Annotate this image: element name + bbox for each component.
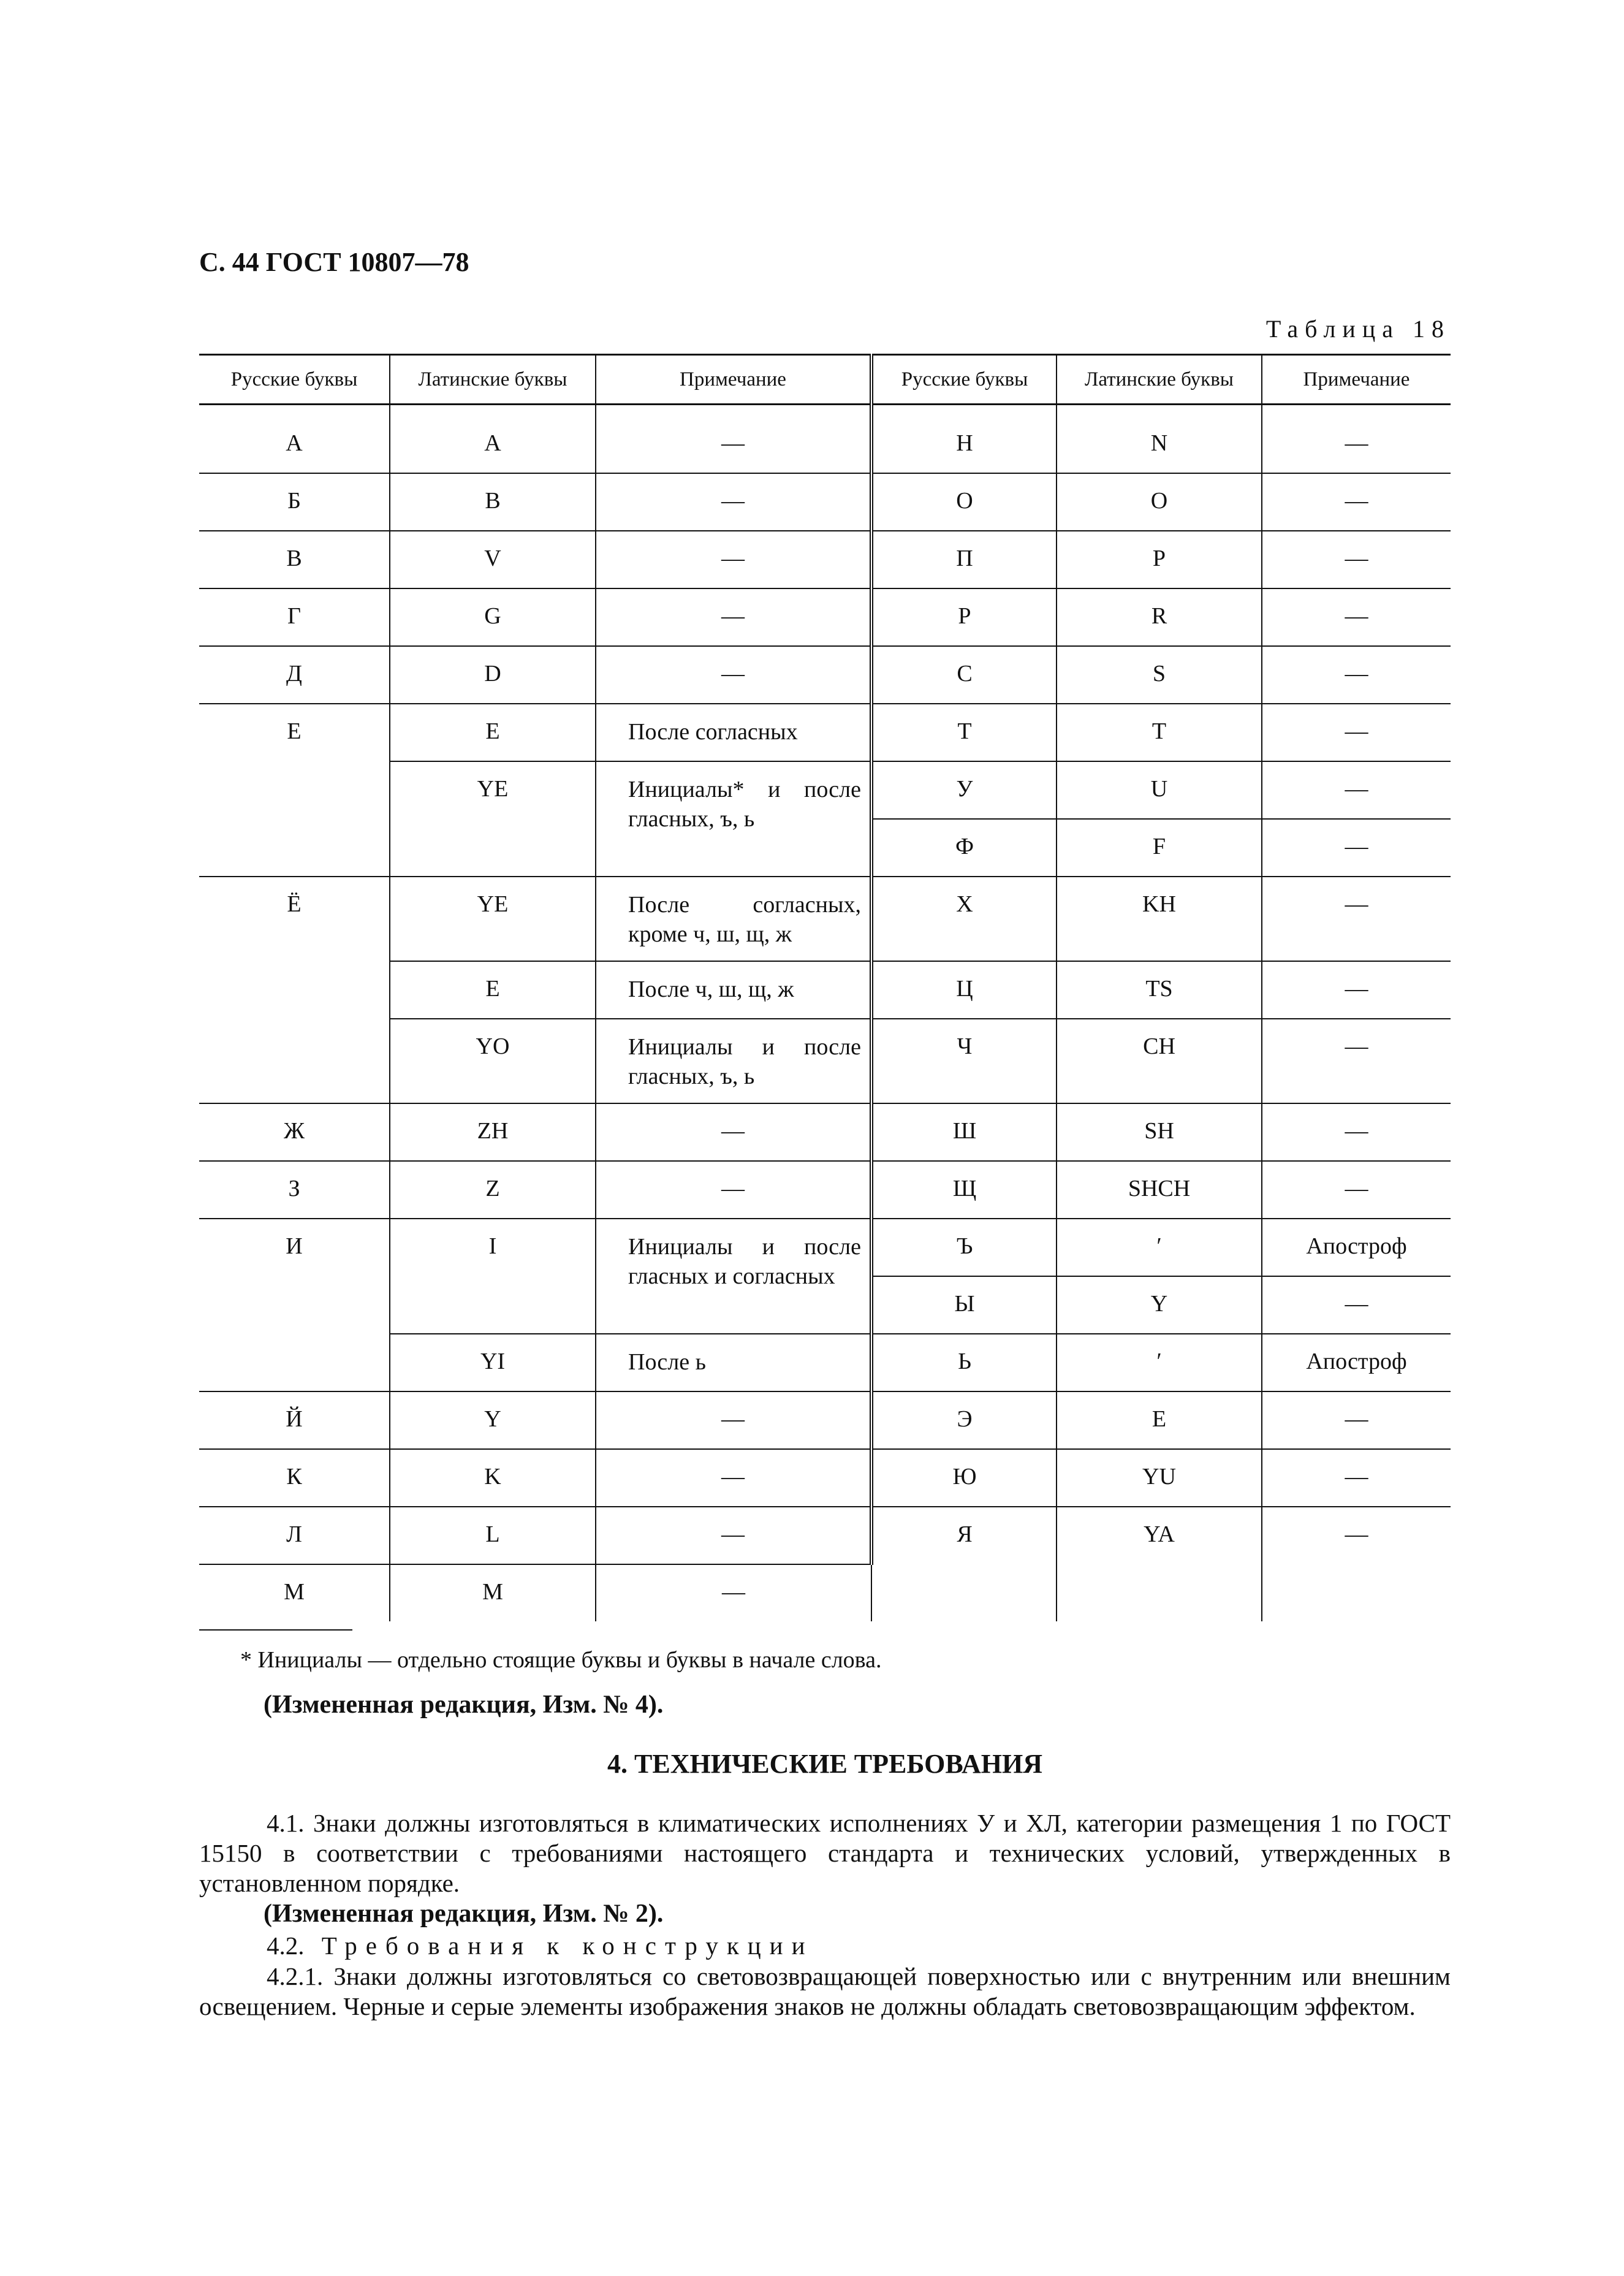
cell-latin: YA	[1057, 1507, 1262, 1621]
cell-russian: Ы	[871, 1276, 1057, 1334]
col-header-russian: Русские буквы	[871, 355, 1057, 405]
cell-note: —	[1262, 877, 1451, 961]
cell-russian: Ю	[871, 1449, 1057, 1507]
cell-note: —	[1262, 1161, 1451, 1219]
cell-latin: А	[390, 405, 596, 474]
cell-note: Апостроф	[1262, 1334, 1451, 1391]
cell-note: —	[1262, 761, 1451, 819]
cell-note: После ч, ш, щ, ж	[596, 961, 871, 1019]
cell-note: —	[596, 1161, 871, 1219]
table-row	[199, 877, 1451, 961]
cell-note: —	[1262, 961, 1451, 1019]
table-caption: Таблица 18	[1265, 315, 1451, 343]
cell-note: —	[596, 646, 871, 704]
cell-latin: Y	[1057, 1276, 1262, 1334]
cell-russian: Л	[199, 1507, 390, 1564]
cell-note: —	[1262, 704, 1451, 761]
cell-note: После согласных, кроме ч, ш, щ, ж	[596, 877, 871, 961]
table-row	[199, 588, 1451, 646]
col-header-latin: Латинские буквы	[390, 355, 596, 405]
cell-latin: Y	[390, 1391, 596, 1449]
cell-note: После ь	[596, 1334, 871, 1391]
cell-latin: YI	[390, 1334, 596, 1391]
cell-note: —	[1262, 531, 1451, 588]
col-header-note: Примечание	[1262, 355, 1451, 405]
cell-latin: R	[1057, 588, 1262, 646]
cell-latin: K	[390, 1449, 596, 1507]
cell-russian: Х	[871, 877, 1057, 961]
cell-latin: В	[390, 473, 596, 531]
cell-note: —	[596, 531, 871, 588]
col-header-latin: Латинские буквы	[1057, 355, 1262, 405]
paragraph-4-2-heading	[267, 1931, 814, 1960]
cell-latin: YU	[1057, 1449, 1262, 1507]
cell-latin: E	[1057, 1391, 1262, 1449]
table-row	[199, 1219, 1451, 1276]
cell-note: —	[1262, 473, 1451, 531]
cell-note: —	[1262, 405, 1451, 474]
cell-russian: Д	[199, 646, 390, 704]
cell-russian: С	[871, 646, 1057, 704]
cell-russian: В	[199, 531, 390, 588]
cell-note: —	[1262, 1276, 1451, 1334]
cell-latin: O	[1057, 473, 1262, 531]
table-row	[199, 1449, 1451, 1507]
cell-latin: F	[1057, 819, 1262, 877]
cell-note: —	[1262, 646, 1451, 704]
cell-russian: Й	[199, 1391, 390, 1449]
cell-russian: Ё	[199, 877, 390, 1103]
cell-latin: YE	[390, 877, 596, 961]
cell-russian: Р	[871, 588, 1057, 646]
cell-note: —	[596, 1391, 871, 1449]
cell-latin: ′	[1057, 1219, 1262, 1276]
cell-russian: И	[199, 1219, 390, 1391]
table-row	[199, 1507, 1451, 1564]
cell-russian: А	[199, 405, 390, 474]
cell-latin: SH	[1057, 1103, 1262, 1161]
cell-note: —	[1262, 588, 1451, 646]
cell-russian: У	[871, 761, 1057, 819]
table-row	[199, 531, 1451, 588]
cell-russian: М	[199, 1564, 390, 1621]
cell-latin: S	[1057, 646, 1262, 704]
cell-latin: ZH	[390, 1103, 596, 1161]
table-row	[199, 1161, 1451, 1219]
paragraph-4-2-1: 4.2.1. Знаки должны изготовляться со световозвращающей поверхностью или с внутренним или внешним освещением. Черные и серые элементы изображения знаков не должны обладать световозвращающим эффектом.	[199, 1962, 1451, 2020]
cell-russian: П	[871, 531, 1057, 588]
cell-russian: Г	[199, 588, 390, 646]
cell-latin: TS	[1057, 961, 1262, 1019]
section-title: 4. ТЕХНИЧЕСКИЕ ТРЕБОВАНИЯ	[607, 1749, 1042, 1779]
cell-russian: Ь	[871, 1334, 1057, 1391]
cell-russian: Ц	[871, 961, 1057, 1019]
cell-note: —	[596, 588, 871, 646]
cell-note: —	[596, 1507, 871, 1564]
cell-russian: Б	[199, 473, 390, 531]
cell-latin: YO	[390, 1019, 596, 1103]
cell-note: —	[1262, 1019, 1451, 1103]
cell-note: —	[1262, 819, 1451, 877]
page-header: С. 44 ГОСТ 10807—78	[199, 247, 469, 277]
cell-latin: CH	[1057, 1019, 1262, 1103]
cell-latin: SHCH	[1057, 1161, 1262, 1219]
cell-russian: Ж	[199, 1103, 390, 1161]
cell-note: —	[1262, 1391, 1451, 1449]
table-row	[199, 646, 1451, 704]
table-row	[199, 1103, 1451, 1161]
cell-latin: G	[390, 588, 596, 646]
paragraph-title: Требования к конструкции	[321, 1932, 814, 1960]
footnote-divider	[199, 1629, 352, 1631]
cell-russian: З	[199, 1161, 390, 1219]
cell-latin: U	[1057, 761, 1262, 819]
table-header-row	[199, 355, 1451, 405]
cell-note: Апостроф	[1262, 1219, 1451, 1276]
cell-russian: Ъ	[871, 1219, 1057, 1276]
cell-note: —	[1262, 1449, 1451, 1507]
cell-latin: M	[390, 1564, 596, 1621]
paragraph-number: 4.2.	[267, 1932, 305, 1960]
cell-note: —	[596, 1103, 871, 1161]
cell-latin: D	[390, 646, 596, 704]
cell-note: —	[596, 405, 871, 474]
cell-latin: L	[390, 1507, 596, 1564]
cell-russian: Е	[199, 704, 390, 877]
col-header-note: Примечание	[596, 355, 871, 405]
cell-latin: Z	[390, 1161, 596, 1219]
table-row	[199, 405, 1451, 474]
cell-latin: V	[390, 531, 596, 588]
cell-latin: I	[390, 1219, 596, 1334]
cell-russian: Ч	[871, 1019, 1057, 1103]
cell-russian: О	[871, 473, 1057, 531]
amendment-note-4: (Измененная редакция, Изм. № 4).	[264, 1691, 664, 1719]
cell-latin: P	[1057, 531, 1262, 588]
cell-note: —	[1262, 1507, 1451, 1621]
cell-russian: Э	[871, 1391, 1057, 1449]
cell-russian: Т	[871, 704, 1057, 761]
cell-russian: Щ	[871, 1161, 1057, 1219]
cell-latin: YE	[390, 761, 596, 877]
cell-russian: Ф	[871, 819, 1057, 877]
cell-russian: Я	[871, 1507, 1057, 1621]
cell-note: —	[596, 1449, 871, 1507]
cell-note: Инициалы и после гласных и согласных	[596, 1219, 871, 1334]
cell-note: Инициалы и после гласных, ъ, ь	[596, 1019, 871, 1103]
amendment-note-2: (Измененная редакция, Изм. № 2).	[264, 1900, 664, 1928]
cell-latin: E	[390, 704, 596, 761]
table-row	[199, 1391, 1451, 1449]
cell-note: —	[596, 473, 871, 531]
cell-russian: Н	[871, 405, 1057, 474]
cell-note: После согласных	[596, 704, 871, 761]
cell-latin: ′	[1057, 1334, 1262, 1391]
col-header-russian: Русские буквы	[199, 355, 390, 405]
footnote: * Инициалы — отдельно стоящие буквы и буквы в начале слова.	[240, 1647, 882, 1673]
cell-note: —	[596, 1564, 871, 1621]
cell-note: Инициалы* и после гласных, ъ, ь	[596, 761, 871, 877]
cell-note: —	[1262, 1103, 1451, 1161]
table-row	[199, 473, 1451, 531]
transliteration-table	[199, 354, 1451, 1621]
cell-latin: T	[1057, 704, 1262, 761]
table-row	[199, 704, 1451, 761]
paragraph-4-1: 4.1. Знаки должны изготовляться в климатических исполнениях У и ХЛ, категории размещения 1 по ГОСТ 15150 в соответствии с требованиями настоящего стандарта и технических условий, утвержденных в установленном порядке.	[199, 1809, 1451, 1897]
cell-latin: KH	[1057, 877, 1262, 961]
cell-russian: К	[199, 1449, 390, 1507]
cell-latin: E	[390, 961, 596, 1019]
cell-russian: Ш	[871, 1103, 1057, 1161]
cell-latin: N	[1057, 405, 1262, 474]
